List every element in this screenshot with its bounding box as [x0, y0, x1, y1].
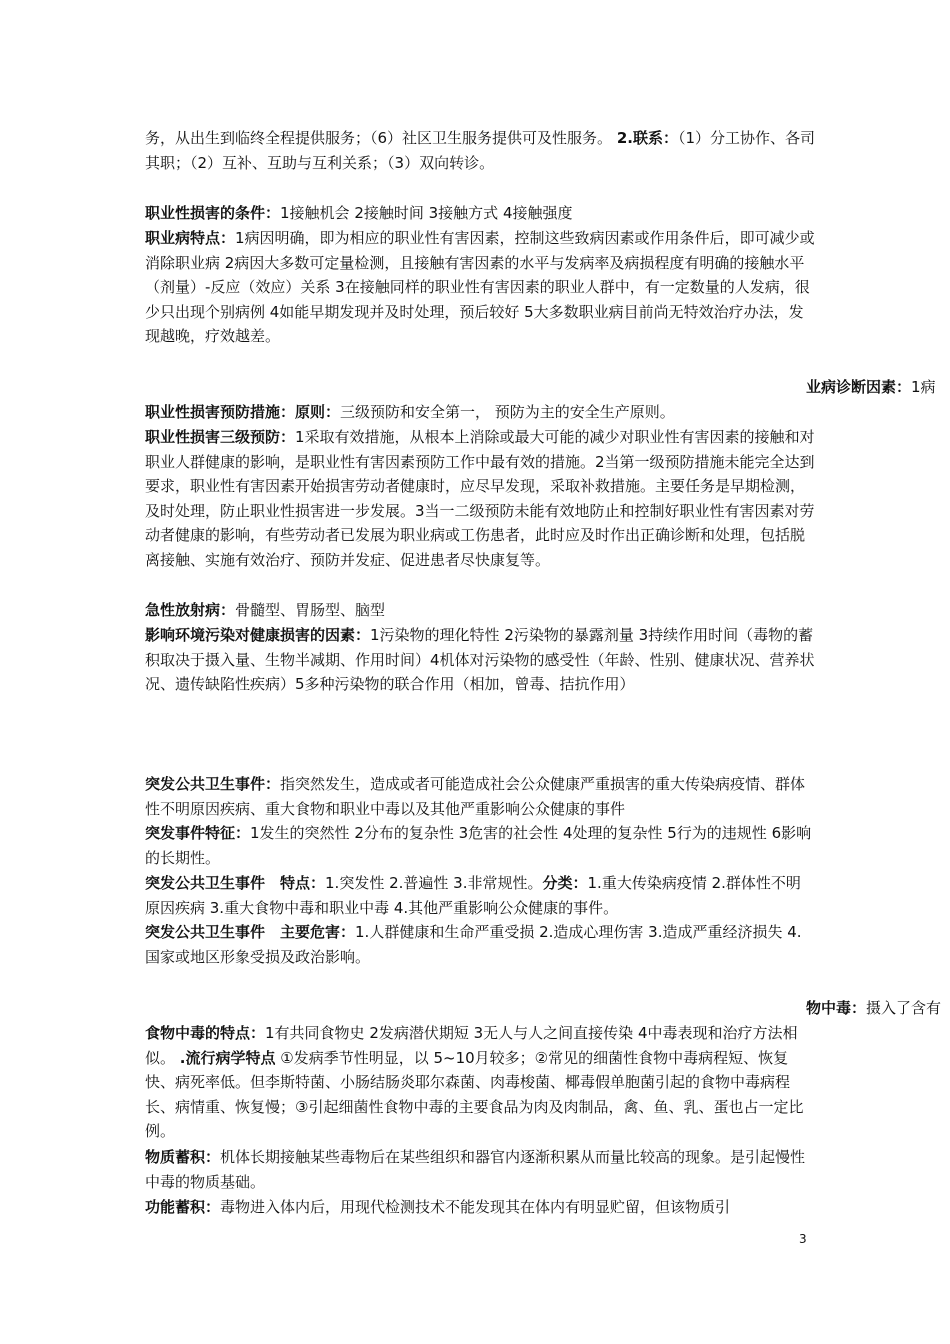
paragraph: [145, 623, 815, 697]
body-text: 1采取有效措施，从根本上消除或最大可能的减少对职业性有害因素的接触和对职业人群健康的影响，是职业性有害因素预防工作中最有效的措施。2当第一级预防措施未能完全达到要求，职业性有害因素开始损害劳动者健康时，应尽早发现，采取补救措施。主要任务是早期检测，及时处理，防止职业性损害进一步发展。3当一二级预防未能有效地防止和控制好职业性有害因素对劳动者健康的影响，有些劳动者已发展为职业病或工伤患者，此时应及时作出正确诊断和处理，包括脱离接触、实施有效治疗、预防并发症、促进患者尽快康复等。: [145, 428, 815, 569]
term-heading: 突发公共卫生事件：: [145, 775, 281, 793]
paragraph: [145, 772, 815, 821]
body-text: 1.突发性 2.普遍性 3.非常规性。: [325, 874, 543, 892]
term-heading: 食物中毒的特点：: [145, 1024, 266, 1042]
term-heading: 影响环境污染对健康损害的因素：: [145, 626, 371, 644]
term-heading: 急性放射病：: [145, 601, 236, 619]
body-text: ①发病季节性明显，以 5~10月较多；②常见的细菌性食物中毒病程短、恢复快、病死率低。但李斯特菌、小肠结肠炎耶尔森菌、肉毒梭菌、椰毒假单胞菌引起的食物中毒病程长、病情重、恢复慢；③引起细菌性食物中毒的主要食品为肉及肉制品，禽、鱼、乳、蛋也占一定比例。: [145, 1048, 804, 1140]
term-heading: 职业病特点：: [145, 229, 236, 247]
paragraph: [145, 1021, 815, 1144]
term-heading: 物质蓄积：: [145, 1148, 221, 1166]
paragraph: [145, 598, 815, 623]
body-text: 机体长期接触某些毒物后在某些组织和器官内逐渐积累从而量比较高的现象。是引起慢性中毒的物质基础。: [145, 1148, 806, 1191]
paragraph: [145, 226, 815, 349]
page-number: 3: [799, 1232, 807, 1246]
term-heading: 分类：: [542, 874, 588, 892]
paragraph: [145, 425, 815, 572]
body-text: 三级预防和安全第一， 预防为主的安全生产原则。: [340, 403, 675, 421]
body-text: 1病因明确，即为相应的职业性有害因素，控制这些致病因素或作用条件后，即可减少或消除职业病 2病因大多数可定量检测，且接触有害因素的水平与发病率及病损程度有明确的接触水平（剂量）-反应（效应）关系 3在接触同样的职业性有害因素的职业人群中，有一定数量的人发病，很少只出现个别病例 4如能早期发现并及时处理，预后较好 5大多数职业病目前尚无特效治疗办法，发现越晚，疗效越差。: [145, 229, 815, 345]
body-text: 1.重大传染病疫情 2.群体性不明原因疾病 3.重大食物中毒和职业中毒 4.其他严重影响公众健康的事件。: [145, 874, 801, 917]
term-heading: 2.联系：: [616, 129, 678, 147]
body-text: 毒物进入体内后，用现代检测技术不能发现其在体内有明显贮留，但该物质引: [220, 1198, 731, 1216]
body-text: 指突然发生，造成或者可能造成社会公众健康严重损害的重大传染病疫情、群体性不明原因疾病、重大食物和职业中毒以及其他严重影响公众健康的事件: [145, 775, 806, 818]
paragraph: [145, 821, 815, 870]
term-heading: 突发公共卫生事件 特点：: [145, 874, 326, 892]
body-text: 1有共同食物史 2发病潜伏期短 3无人与人之间直接传染 4中毒表现和治疗方法相似。: [145, 1024, 798, 1067]
term-heading: 职业性损害的条件：: [145, 204, 281, 222]
term-heading: 物中毒：: [806, 999, 867, 1017]
body-text: 务，从出生到临终全程提供服务；（6）社区卫生服务提供可及性服务。: [145, 129, 617, 147]
paragraph: [145, 126, 815, 175]
term-heading: 突发公共卫生事件 主要危害：: [145, 923, 356, 941]
paragraph: [145, 400, 815, 425]
overflow-text-line: [806, 996, 941, 1020]
overflow-text-line: [806, 375, 936, 399]
term-heading: 职业性损害三级预防：: [145, 428, 296, 446]
term-heading: .流行病学特点: [179, 1048, 276, 1067]
body-text: 1病: [911, 378, 936, 396]
paragraph: [145, 1145, 815, 1194]
body-text: 骨髓型、胃肠型、脑型: [235, 601, 386, 619]
body-text: 1接触机会 2接触时间 3接触方式 4接触强度: [280, 204, 573, 222]
term-heading: 突发事件特征：: [145, 824, 251, 842]
body-text: 1污染物的理化特性 2污染物的暴露剂量 3持续作用时间（毒物的蓄积取决于摄入量、生物半减期、作用时间）4机体对污染物的感受性（年龄、性别、健康状况、营养状况、遗传缺陷性疾病）5多种污染物的联合作用（相加，曾毒、拮抗作用）: [145, 626, 815, 693]
body-text: 1.人群健康和生命严重受损 2.造成心理伤害 3.造成严重经济损失 4.国家或地区形象受损及政治影响。: [145, 923, 802, 966]
term-heading: 职业性损害预防措施：原则：: [145, 403, 341, 421]
paragraph: [145, 871, 815, 920]
paragraph: [145, 201, 815, 226]
term-heading: 功能蓄积：: [145, 1198, 221, 1216]
body-text: 摄入了含有: [866, 999, 942, 1017]
paragraph: [145, 920, 815, 969]
paragraph: [145, 1195, 815, 1220]
term-heading: 业病诊断因素：: [806, 378, 912, 396]
body-text: （1）分工协作、各司其职；（2）互补、互助与互利关系；（3）双向转诊。: [145, 129, 816, 172]
body-text: 1发生的突然性 2分布的复杂性 3危害的社会性 4处理的复杂性 5行为的违规性 6影响的长期性。: [145, 824, 812, 867]
